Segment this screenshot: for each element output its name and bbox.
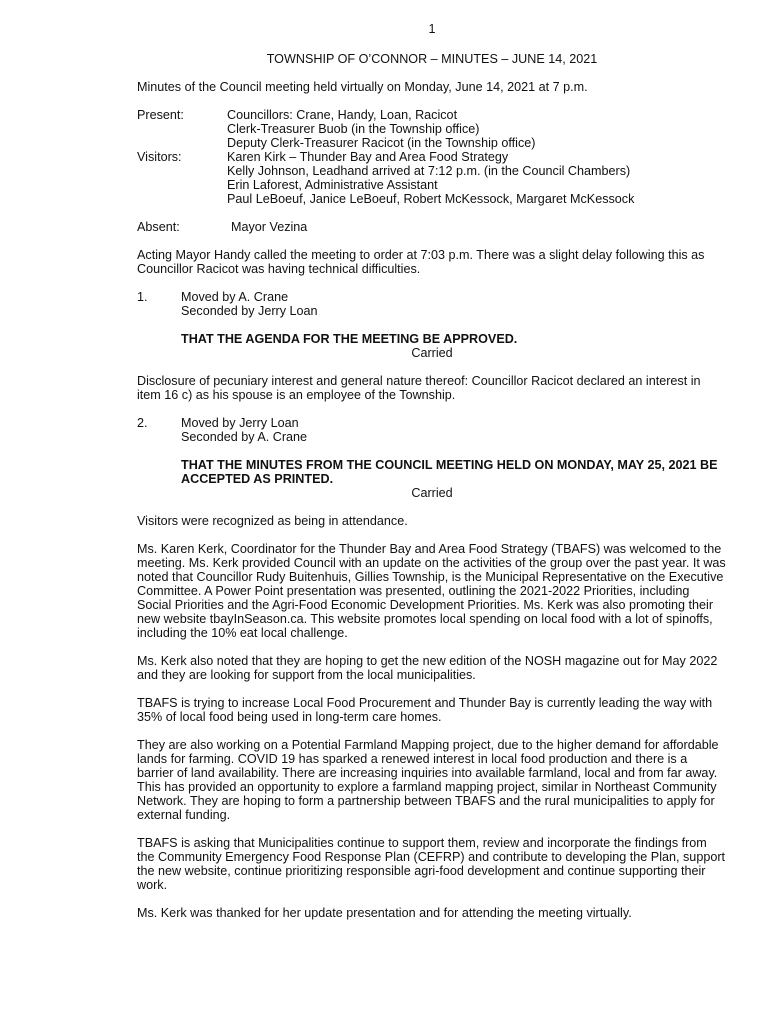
visitors-label: Visitors:: [137, 150, 182, 164]
motion-movers: [181, 290, 318, 318]
moved-by: Moved by A. Crane: [181, 290, 289, 304]
present-label: Present:: [137, 108, 184, 122]
seconded-by: Seconded by Jerry Loan: [181, 304, 318, 318]
body-paragraph: Ms. Karen Kerk, Coordinator for the Thunder Bay and Area Food Strategy (TBAFS) was welcomed to the meeting. Ms. Kerk provided Council with an update on the activities of the group over the past year. It was noted that Councillor Rudy Buitenhuis, Gillies Township, is the Municipal Representative on the Executive Committee. A Power Point presentation was presented, outlining the 2021-2022 Priorities, including Social Priorities and the Agri-Food Economic Development Priorities. Ms. Kerk was also promoting their new website tbayInSeason.ca. This website promotes local spending on local food with a lot of spinoffs, including the 10% eat local challenge.: [137, 542, 726, 640]
minutes-content: [137, 22, 727, 934]
document-title: TOWNSHIP OF O’CONNOR – MINUTES – JUNE 14, 2021: [266, 52, 598, 66]
motion-1: [137, 290, 727, 318]
visitor-line: Erin Laforest, Administrative Assistant: [227, 178, 438, 192]
present-line: Deputy Clerk-Treasurer Racicot (in the Township office): [227, 136, 536, 150]
body-paragraph: Visitors were recognized as being in attendance.: [137, 514, 408, 528]
visitor-line: Paul LeBoeuf, Janice LeBoeuf, Robert McKessock, Margaret McKessock: [227, 192, 635, 206]
visitor-line: Karen Kirk – Thunder Bay and Area Food Strategy: [227, 150, 509, 164]
motion-result: Carried: [411, 486, 453, 500]
motion-result: Carried: [411, 346, 453, 360]
body-paragraph: They are also working on a Potential Farmland Mapping project, due to the higher demand for affordable lands for farming. COVID 19 has sparked a renewed interest in local food production and there is a barrier of land availability. There are increasing inquiries into available farmland, local and from far away. This has provided an opportunity to explore a farmland mapping project, similar in Northeast Community Network. They are hoping to form a partnership between TBAFS and the rural municipalities to apply for external funding.: [137, 738, 719, 822]
motion-2: [137, 416, 727, 444]
absent-value: Mayor Vezina: [231, 220, 308, 234]
motion-number: 2.: [137, 416, 148, 430]
visitor-line: Kelly Johnson, Leadhand arrived at 7:12 p.m. (in the Council Chambers): [227, 164, 631, 178]
present-line: Councillors: Crane, Handy, Loan, Racicot: [227, 108, 458, 122]
moved-by: Moved by Jerry Loan: [181, 416, 299, 430]
present-row: [137, 108, 727, 150]
visitors-list: [227, 150, 634, 206]
body-paragraph: Ms. Kerk also noted that they are hoping to get the new edition of the NOSH magazine out for May 2022 and they are looking for support from the local municipalities.: [137, 654, 718, 682]
present-list: [227, 108, 535, 150]
resolution-text: THAT THE MINUTES FROM THE COUNCIL MEETING HELD ON MONDAY, MAY 25, 2021 BE ACCEPTED AS PRINTED.: [181, 458, 718, 486]
call-to-order-text: Acting Mayor Handy called the meeting to order at 7:03 p.m. There was a slight delay following this as Councillor Racicot was having technical difficulties.: [137, 248, 705, 276]
visitors-row: [137, 150, 727, 206]
present-line: Clerk-Treasurer Buob (in the Township office): [227, 122, 480, 136]
body-paragraph: TBAFS is trying to increase Local Food Procurement and Thunder Bay is currently leading the way with 35% of local food being used in long-term care homes.: [137, 696, 713, 724]
resolution-text: THAT THE AGENDA FOR THE MEETING BE APPROVED.: [181, 332, 518, 346]
intro-text: Minutes of the Council meeting held virtually on Monday, June 14, 2021 at 7 p.m.: [137, 80, 588, 94]
motion-number: 1.: [137, 290, 148, 304]
absent-row: [137, 220, 727, 234]
page-number: 1: [428, 22, 436, 36]
attendance-block: [137, 108, 727, 206]
body-paragraph: Ms. Kerk was thanked for her update presentation and for attending the meeting virtually.: [137, 906, 632, 920]
absent-label: Absent:: [137, 220, 180, 234]
motion-movers: [181, 416, 307, 444]
seconded-by: Seconded by A. Crane: [181, 430, 308, 444]
body-paragraph: TBAFS is asking that Municipalities continue to support them, review and incorporate the findings from the Community Emergency Food Response Plan (CEFRP) and contribute to developing the Plan, support the new website, continue prioritizing responsible agri-food development and continue supporting their work.: [137, 836, 726, 892]
disclosure-text: Disclosure of pecuniary interest and general nature thereof: Councillor Racicot declared an interest in item 16 c) as his spouse is an employee of the Township.: [137, 374, 701, 402]
